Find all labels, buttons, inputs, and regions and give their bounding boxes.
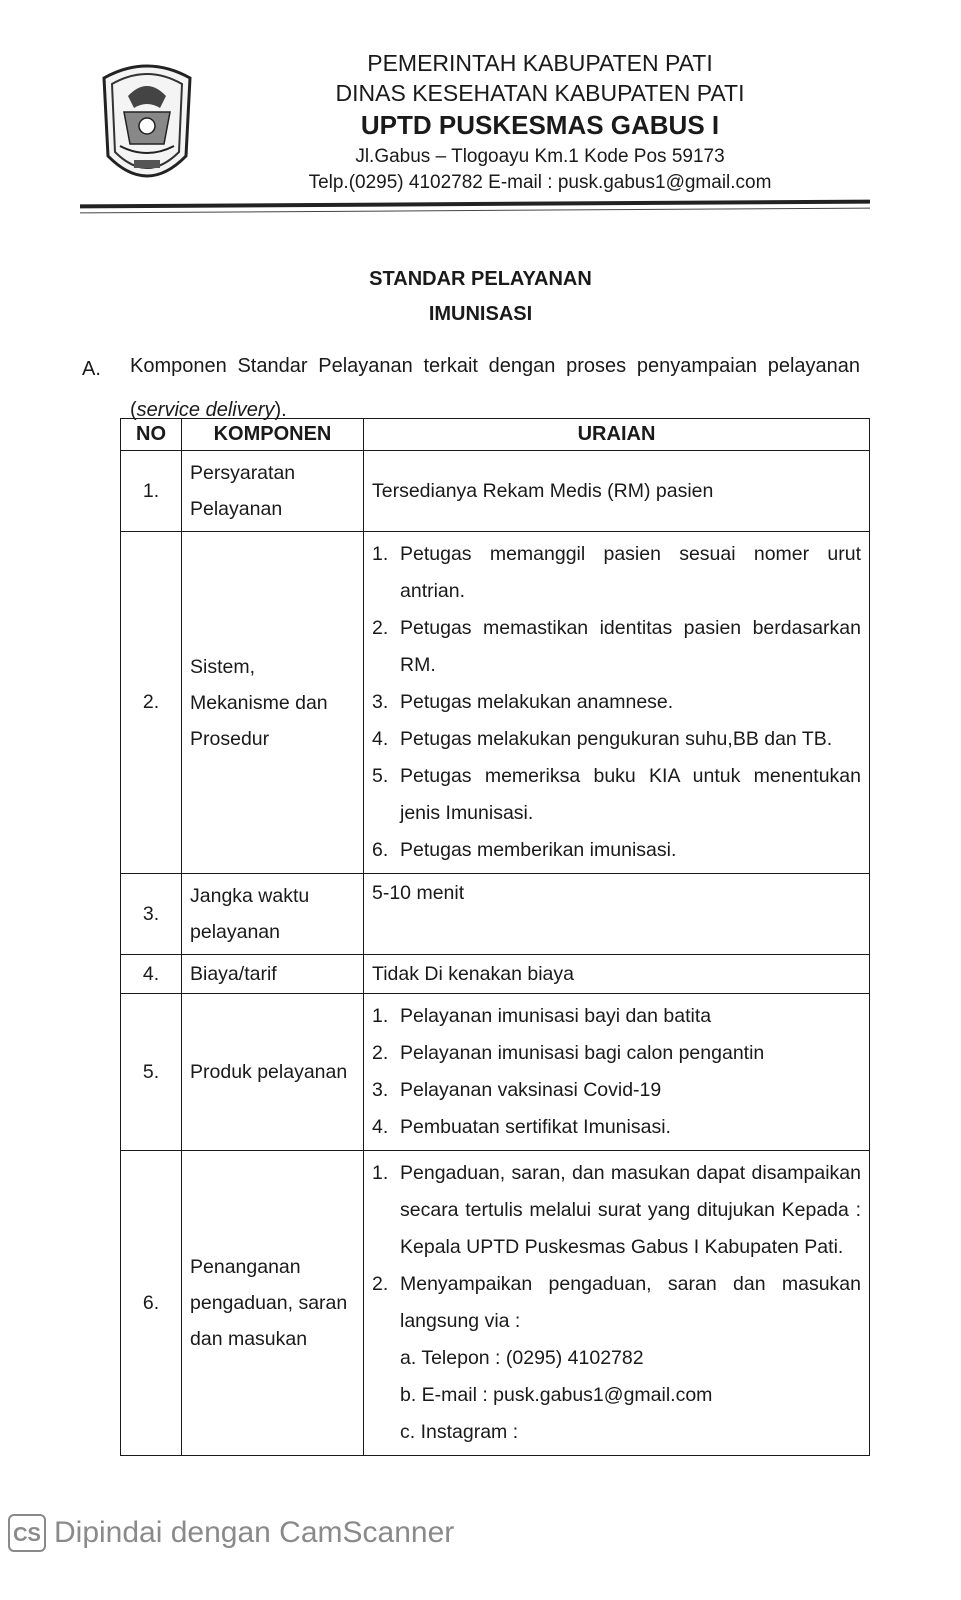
- list-item: 3. Pelayanan vaksinasi Covid-19: [372, 1079, 662, 1101]
- row-komponen: Produk pelayanan: [182, 994, 364, 1151]
- kabupaten-pati-crest-icon: [98, 56, 196, 190]
- list-item: 4. Pembuatan sertifikat Imunisasi.: [372, 1116, 671, 1138]
- row-uraian: [364, 994, 870, 1151]
- row-komponen: Persyaratan Pelayanan: [182, 451, 364, 532]
- header-divider-thin: [80, 208, 870, 214]
- camscanner-icon: CS: [8, 1514, 46, 1552]
- table-row: [121, 451, 870, 532]
- list-item: 1. Petugas memanggil pasien sesuai nomer urut antrian.: [372, 543, 861, 602]
- contact-list: [400, 1340, 861, 1451]
- row-komponen: Jangka waktu pelayanan: [182, 874, 364, 955]
- row-number: 5.: [121, 994, 182, 1151]
- row-number: 6.: [121, 1151, 182, 1456]
- header-uraian: URAIAN: [364, 419, 870, 451]
- list-item: 2. Pelayanan imunisasi bagi calon pengantin: [372, 1042, 765, 1064]
- row-number: 2.: [121, 532, 182, 874]
- list-item: 2. Petugas memastikan identitas pasien berdasarkan RM.: [372, 617, 861, 676]
- section-intro-italic: service delivery: [136, 399, 275, 421]
- list-item-instagram: c. Instagram :: [400, 1421, 519, 1443]
- scanner-watermark: [8, 1514, 454, 1552]
- list-item: 1. Pelayanan imunisasi bayi dan batita: [372, 1005, 712, 1027]
- header-divider: [80, 200, 870, 209]
- row-number: 4.: [121, 955, 182, 994]
- row-uraian: [364, 1151, 870, 1456]
- section-intro: Komponen Standar Pelayanan terkait dengan proses penyampaian pelayanan (service delivery).: [130, 355, 860, 421]
- row-komponen: Biaya/tarif: [182, 955, 364, 994]
- list-item: 4. Petugas melakukan pengukuran suhu,BB dan TB.: [372, 728, 833, 750]
- row-komponen: Penanganan pengaduan, saran dan masukan: [182, 1151, 364, 1456]
- row-uraian: 5-10 menit: [364, 874, 870, 955]
- product-list: [372, 998, 861, 1146]
- header-no: NO: [121, 419, 182, 451]
- header-contact: Telp.(0295) 4102782 E-mail : pusk.gabus1@gmail.com: [308, 172, 772, 193]
- header-komponen: KOMPONEN: [182, 419, 364, 451]
- list-item: 6. Petugas memberikan imunisasi.: [372, 839, 677, 861]
- row-uraian: [364, 532, 870, 874]
- page-title: STANDAR PELAYANAN: [369, 268, 592, 290]
- row-uraian: Tidak Di kenakan biaya: [364, 955, 870, 994]
- row-number: 1.: [121, 451, 182, 532]
- table-row: [121, 1151, 870, 1456]
- list-item: 5. Petugas memeriksa buku KIA untuk menentukan jenis Imunisasi.: [372, 765, 861, 824]
- list-item: 1. Pengaduan, saran, dan masukan dapat disampaikan secara tertulis melalui surat yang ditujukan Kepada : Kepala UPTD Puskesmas Gabus I Kabupaten Pati.: [372, 1162, 861, 1258]
- row-komponen: Sistem, Mekanisme dan Prosedur: [182, 532, 364, 874]
- header-institution: UPTD PUSKESMAS GABUS I: [360, 110, 720, 140]
- list-item: 3. Petugas melakukan anamnese.: [372, 691, 674, 713]
- table-header-row: [121, 419, 870, 451]
- row-number: 3.: [121, 874, 182, 955]
- row-uraian: Tersedianya Rekam Medis (RM) pasien: [364, 451, 870, 532]
- list-item-email: b. E-mail : pusk.gabus1@gmail.com: [400, 1384, 713, 1406]
- header-address: Jl.Gabus – Tlogoayu Km.1 Kode Pos 59173: [355, 146, 725, 167]
- table-row: [121, 955, 870, 994]
- section-letter: A.: [82, 358, 101, 380]
- page-subtitle: IMUNISASI: [428, 303, 533, 325]
- header-government: PEMERINTAH KABUPATEN PATI: [367, 50, 713, 76]
- table-row: [121, 994, 870, 1151]
- complaint-list: [372, 1155, 861, 1451]
- list-item-phone: a. Telepon : (0295) 4102782: [400, 1347, 644, 1369]
- list-item: 2. Menyampaikan pengaduan, saran dan masukan langsung via : a. Telepon : (0295) 4102782 b. E-mail : pusk.gabus1@gmail.com c. Instagram :: [372, 1266, 861, 1451]
- service-standard-table: [120, 418, 870, 1456]
- header-department: DINAS KESEHATAN KABUPATEN PATI: [335, 80, 745, 106]
- procedure-list: [372, 536, 861, 869]
- table-row: [121, 532, 870, 874]
- watermark-text: Dipindai dengan CamScanner: [54, 1516, 455, 1549]
- table-row: [121, 874, 870, 955]
